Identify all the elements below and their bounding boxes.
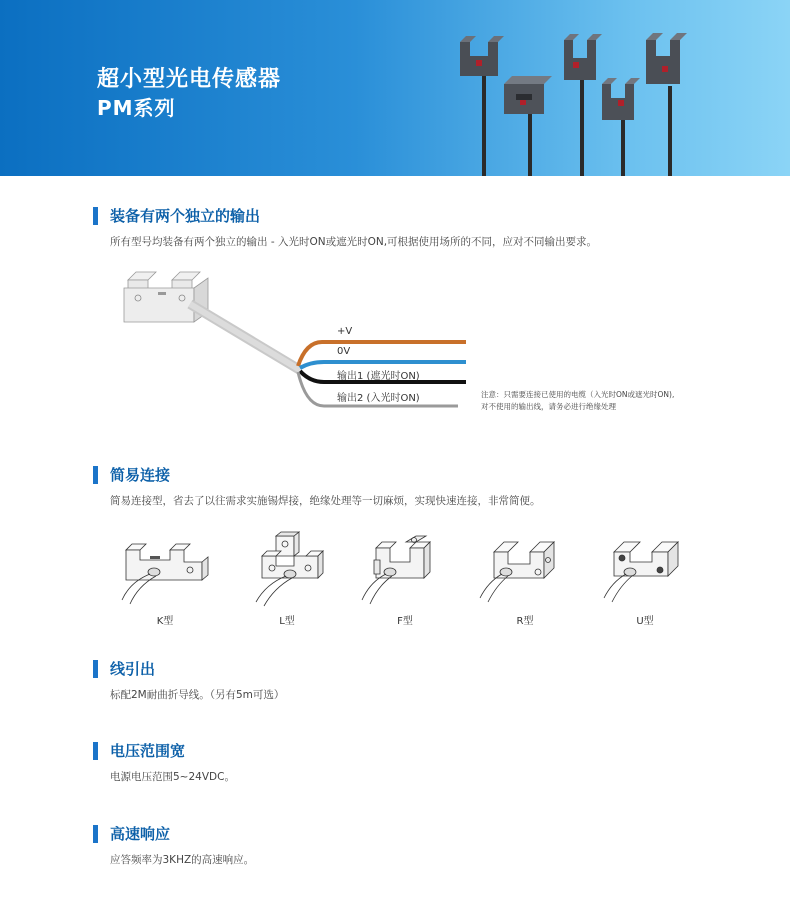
sensor-k-drawing: [110, 530, 220, 610]
wire-label-output2: 输出2 (入光时ON): [337, 393, 420, 404]
section-accent-bar: [93, 742, 98, 760]
wire-label-zero-v: 0V: [337, 346, 351, 357]
section-title-cable: [93, 660, 155, 678]
section-title-dual-output: [93, 207, 260, 225]
section-desc-voltage: 电源电压范围5~24VDC。: [110, 771, 235, 783]
section-desc-cable: 标配2M耐曲折导线。（另有5m可选）: [110, 689, 285, 701]
section-desc-response: 应答频率为3KHZ的高速响应。: [110, 854, 255, 866]
sensor-type-u: [590, 530, 700, 630]
section-accent-bar: [93, 207, 98, 225]
section-accent-bar: [93, 825, 98, 843]
wiring-note-line2: 对不使用的输出线，请务必进行绝缘处理: [481, 402, 616, 411]
section-title-text: 装备有两个独立的输出: [110, 207, 261, 225]
sensor-type-label: K型: [156, 616, 174, 627]
section-title-text: 简易连接: [110, 466, 171, 484]
wire-label-plus-v: +V: [337, 326, 353, 337]
section-title-text: 线引出: [110, 660, 156, 678]
sensor-type-l: [232, 530, 342, 630]
section-desc-dual-output: 所有型号均装备有两个独立的输出 - 入光时ON或遮光时ON,可根据使用场所的不同，应对不同输出要求。: [110, 236, 598, 248]
section-title-text: 高速响应: [110, 825, 171, 843]
section-title-easy-connect: [93, 466, 170, 484]
sensor-type-label: R型: [516, 616, 534, 627]
hero-banner: [0, 0, 790, 176]
sensor-type-k: [110, 530, 220, 630]
sensor-l-drawing: [232, 530, 342, 610]
wire-label-output1: 输出1 (遮光时ON): [337, 371, 420, 382]
sensor-type-label: F型: [397, 616, 413, 627]
section-accent-bar: [93, 660, 98, 678]
sensor-type-r: [470, 530, 580, 630]
sensor-product-image: [440, 0, 790, 176]
banner-subtitle: PM系列: [97, 96, 176, 120]
section-desc-easy-connect: 简易连接型，省去了以往需求实施锡焊接，绝缘处理等一切麻烦，实现快速连接，非常简便。: [110, 495, 541, 507]
section-title-response: [93, 825, 170, 843]
sensor-f-drawing: [350, 530, 460, 610]
sensor-type-label: U型: [636, 616, 654, 627]
wiring-diagram: [110, 258, 480, 418]
section-title-voltage: [93, 742, 185, 760]
wiring-note-line1: 注意：只需要连接已使用的电缆（入光时ON或遮光时ON),: [481, 390, 675, 399]
sensor-r-drawing: [470, 530, 580, 610]
sensor-u-drawing: [590, 530, 700, 610]
wiring-note: [481, 389, 674, 413]
section-title-text: 电压范围宽: [110, 742, 186, 760]
banner-title: 超小型光电传感器: [97, 67, 282, 92]
sensor-type-label: L型: [279, 616, 295, 627]
section-accent-bar: [93, 466, 98, 484]
sensor-type-f: [350, 530, 460, 630]
